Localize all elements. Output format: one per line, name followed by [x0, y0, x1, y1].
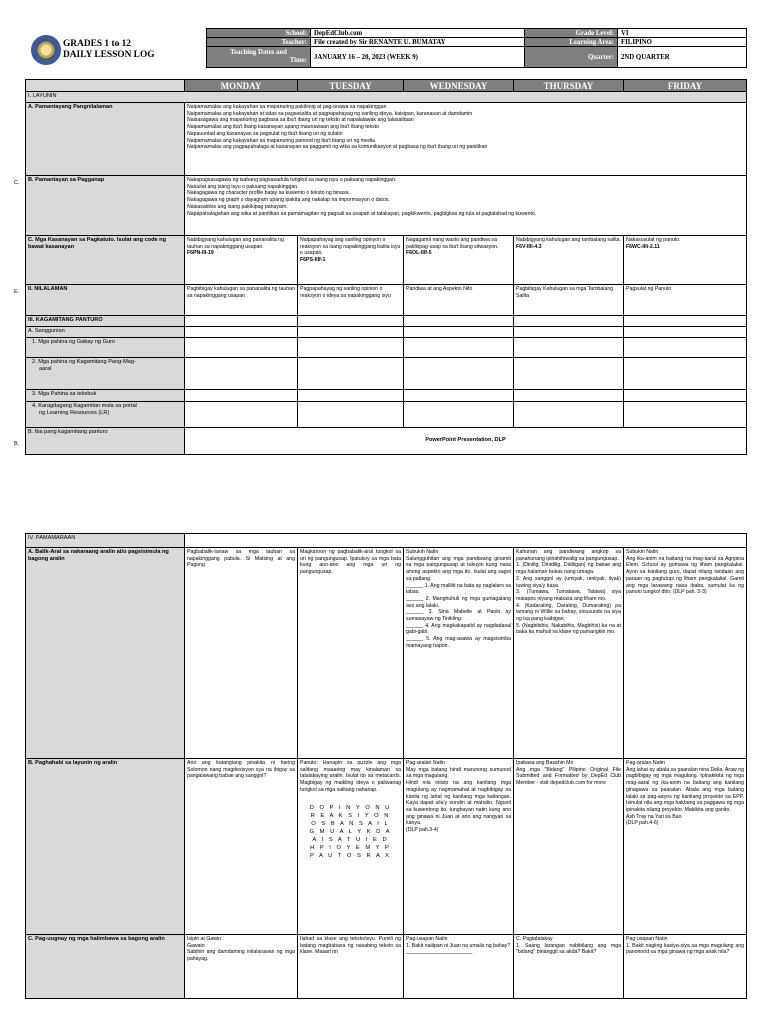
row-label-nilalaman: II. NILALAMAN — [26, 285, 185, 316]
nilalaman-tuesday: Pagpapahayag ng sariling opinion o reaksyon o ideya sa napakinggang isyu — [298, 285, 404, 316]
empty-cell — [404, 402, 514, 428]
row-label-kasanayan-sa-pagkatuto: C. Mga Kasanayan sa Pagkatuto. Isulat ang code ng bawat kasanayan — [26, 236, 185, 285]
empty-cell — [624, 316, 747, 327]
empty-cell — [514, 316, 624, 327]
page-title — [63, 39, 155, 61]
paghahabi-tuesday — [298, 759, 404, 935]
kasanayan-wednesday — [404, 236, 514, 285]
quarter-value: 2ND QUARTER — [618, 47, 747, 68]
empty-cell — [514, 327, 624, 338]
empty-cell — [185, 338, 298, 358]
balik-aral-thursday: Kahunan ang pandiwang angkop sa panahunang ipinahihiwatig sa pangungusap. 1. (Dinilig, Dinidilig, Didiligan) ng babae ang mga halaman bukas nang umaga. 2. Ang sanggol ay (umiyak, umiiyak, iiyak) tuwing siya'y basa. 3. (Tumawa, Tumatawa, Tatawa) siya matapos niyang mabasa ang liham mo. 4. (Kadarating, Darating, Dumarating) pa lamang ni Willie sa bahay, sinusundo na siya ng isa pang kaibigan. 5. (Nagbibihis, Nakabihis, Magbihis) ka na at baka ka mahuli sa klase ng pamangkin mo. — [514, 548, 624, 759]
empty-cell — [298, 358, 404, 390]
nilalaman-friday: Pagsulat ng Panuto — [624, 285, 747, 316]
content-line: Nakagagawa ng graph o dayagram upang ipakita ang nakalap na impormasyon o datos. — [187, 197, 390, 204]
nilalaman-monday: Pagbibigay kahulugan sa pananalita ng tauhan sa napakinggang usapan — [185, 285, 298, 316]
empty-cell — [514, 402, 624, 428]
label-line: 4. Karagdagang Kagamitan mula sa portal — [32, 403, 137, 409]
puzzle-row: D O P I N Y O N U — [309, 804, 392, 811]
row-label-kagamitang-pang-mag-aaral — [26, 358, 185, 390]
puzzle-row: O S B A N S A I L — [311, 820, 390, 827]
content-line: Napapahalagahan ang wika at panitikan sa pamamagitan ng pagsali sa usapan at talakayan, pagkikwento, pagbigkas ng tula at paglalahad ng kuwento. — [187, 210, 537, 217]
pag-uugnay-monday: Isipin at Gawin Gawain Sabihin ang damdaming inilalarawan ng mga pahayag. — [185, 935, 298, 999]
row-label-kagamitang-panturo: III. KAGAMITANG PANTURO — [26, 316, 185, 327]
content-line: Naipamamalas ang iba't ibang kasanayan upang maunawaan ang iba't ibang teksto — [187, 124, 380, 131]
school-value: DepEdClub.com — [311, 29, 525, 38]
nilalaman-thursday: Pagbibigay Kahulugan sa mga Tambalang Salita — [514, 285, 624, 316]
day-header-thursday: THURSDAY — [514, 80, 624, 92]
balik-aral-monday: Pagbabalik-tanaw sa mga tauhan sa napakinggang pabula. Si Matsing at ang Pagong — [185, 548, 298, 759]
iba-pang-kagamitan-value: PowerPoint Presentation, DLP — [185, 428, 747, 455]
kasanayan-monday — [185, 236, 298, 285]
kasanayan-friday — [624, 236, 747, 285]
label-line: aaral — [39, 366, 52, 373]
row-label-gabay-ng-guro: 1. Mga pahina ng Gabay ng Guro — [26, 338, 185, 358]
row-label-balik-aral: A. Balik-Aral sa nakaraang aralin at/o pagsisimula ng bagong aralin — [26, 548, 185, 759]
row-label-paghahabi: B. Paghahabi sa layunin ng aralin — [26, 759, 185, 935]
empty-cell — [514, 358, 624, 390]
dll-table-pamamaraan — [25, 533, 747, 999]
content-line: Naisasakilos ang isang pakikipag panayam. — [187, 203, 288, 210]
teaching-dates-label-line1: Teaching Dates and — [230, 49, 287, 56]
kasanayan-text: Nabibigyang kahulugan ang pananalita ng tauhan sa napakinggang usapan. — [187, 237, 284, 250]
paghahabi-friday: Pag-aralan Natin Ang lahat ay abala sa paaralan nina Delia. Araw ng pagbibigay ng mga magulang. Ipinakikita ng mga mag-aaral ng ika-anim na baitang ang kanilang ginagawa sa paaralan. Abala ang mga batang lalaki sa pag-aayos ng kanilang proyekto sa EPP. Isinulat nila ang mga hakbang sa paggawa ng mga ipinakita nilang proyekto. Makikita ang ganito. Ash Tray na Yari sa Bao (DLP pah.4-6) — [624, 759, 747, 935]
teacher-value: File created by Sir RENANTE U. BUMATAY — [311, 38, 525, 47]
row-label-pamantayan-sa-pagganap: B. Pamantayan sa Pagganap — [26, 176, 185, 236]
content-line: Naipamamalas ang kakayahan sa mapanuring pakikinig at pag-unawa sa napakinggan — [187, 104, 387, 110]
paghahabi-monday: Ano ang katangiang pinakita ni haring Solomon nang magdesisyon sya na ibigay sa pangalawang babae ang sanggol? — [185, 759, 298, 935]
learning-area-label: Learning Area: — [525, 38, 618, 47]
section-layunin: I. LAYUNIN — [26, 92, 747, 103]
empty-cell — [404, 316, 514, 327]
empty-cell — [185, 327, 298, 338]
kasanayan-code: F6OL-IIIf-5 — [406, 250, 432, 257]
kasanayan-code: F6PN-III-19 — [187, 250, 214, 257]
label-line: 2. Mga pahina ng Kagamitang Pang-Mag- — [32, 359, 136, 365]
pamantayan-sa-pagganap-content — [185, 176, 747, 236]
pag-uugnay-thursday: C. Pagtatalakay 1. Saang larangan nabibilang ang mga "bidang" binanggit sa akda? Bakit? — [514, 935, 624, 999]
puzzle-row: H P I O Y E M Y P — [310, 844, 391, 851]
deped-seal-logo — [31, 35, 61, 65]
kasanayan-text: Nagagamit nang wasto ang pandiwa sa pakikipag-usap sa iba't ibang sitwasyon. — [406, 237, 499, 250]
row-label-iba-pang-kagamitan: B. Iba pang kagamitang panturo — [26, 428, 185, 455]
balik-aral-friday: Subukin Natin Ang ika-anim na baitang na mag-aaral sa Agripina Elem. School ay gumawa ng liham pangkalakal. Ayon sa kanilang guro, dapat nilang tandaan ang paraan ng pagtutupi ng liham pangkalakal. Gamit ang mga larawang nasa ibaba, sumulat ka ng panuto tungkol dito. (DLP pah. 2-3) — [624, 548, 747, 759]
day-header-tuesday: TUESDAY — [298, 80, 404, 92]
school-label: School: — [207, 29, 311, 38]
kasanayan-text: Naipapahayag ang sariling opinyon o reaksyon sa isang napakinggang balita isyu o usapan. — [300, 237, 401, 257]
balik-aral-wednesday: Subukin Natin Salungguhitan ang mga pandiwang ginamit sa mga pangungusap at tukuyin kung nasa anong aspekto ang mga ito. Isulat ang sagot sa patlang. ______ 1. Ang maliliit na bata ay naglalaro sa labas. ______ 2. Manghuhuli ng mga gumagalang aso ang lalaki. ______ 3. Sina Mabelle at Paolo ay sumasayaw ng Tinikling. ______ 4. Ang magkakapatid ay nagdadasal gabi-gabi. ______ 5. Ang mag-asawa ay magsisimba mamayang hapon. — [404, 548, 514, 759]
teaching-dates-label-line2: Time: — [289, 57, 307, 64]
empty-cell — [514, 390, 624, 402]
empty-cell — [624, 358, 747, 390]
pag-uugnay-tuesday: Ilahad sa klase ang teksto/isyu. Pumili ng batang magbabasa ng nasabing teksto sa klase. Maaari rin — [298, 935, 404, 999]
day-header-friday: FRIDAY — [624, 80, 747, 92]
empty-cell — [298, 390, 404, 402]
label-line: ng Learning Resources (LR) — [39, 410, 110, 417]
row-label-sanggunian: A. Sanggunian — [26, 327, 185, 338]
day-header-wednesday: WEDNESDAY — [404, 80, 514, 92]
content-line: Naisasagawa ang mapanuring pagbasa sa iba't ibang uri ng teksto at napalalawak ang talasalitaan — [187, 117, 414, 124]
side-letter-c: C. — [14, 180, 20, 186]
row-label-pamantayang-pangnilalaman: A. Pamantayang Pangnilalaman — [26, 103, 185, 176]
balik-aral-tuesday: Magkaroon ng pagbabalik-aral tungkol sa uri ng pangungusap. Ipatukoy sa mga bata kung ano-ano ang mga uri ng pangungusap. — [298, 548, 404, 759]
puzzle-row: P A U T O S R A X — [309, 852, 392, 859]
kasanayan-tuesday — [298, 236, 404, 285]
kasanayan-thursday — [514, 236, 624, 285]
empty-cell — [514, 338, 624, 358]
content-line: Naiuulat ang isang isyu o paksang napakinggan. — [187, 183, 299, 190]
empty-cell — [404, 338, 514, 358]
puzzle-row: R E A K S I Y O N — [310, 812, 391, 819]
paghahabi-tuesday-text: Panuto: Hanapin sa puzzle ang mga salitang maaaring may kinalaman sa tatalakaying aralin. Isulat ito sa metacards. Magbigay ng maikling ideya o paliwanag tungkol sa mga salitang nahanap. — [300, 760, 401, 793]
empty-cell — [185, 390, 298, 402]
title-line-1: GRADES 1 to 12 — [63, 39, 131, 49]
nilalaman-wednesday: Pandiwa at ang Aspekto Nito — [404, 285, 514, 316]
paghahabi-thursday: Ipabasa ang Basahin Mo Ang mga "Bidang" Pilipino Original File Submitted and Formatted by DepEd Club Member - visit depedclub.com for more — [514, 759, 624, 935]
teacher-label: Teacher: — [207, 38, 311, 47]
puzzle-row: A I S A T U I E D — [312, 836, 389, 843]
word-search-puzzle — [300, 804, 401, 860]
dll-table-objectives — [25, 79, 747, 455]
row-label-pag-uugnay: C. Pag-uugnay ng mga halimbawa sa bagong aralin — [26, 935, 185, 999]
empty-cell — [404, 327, 514, 338]
kasanayan-text: Nakasusulat ng panuto. — [626, 237, 681, 243]
pag-uugnay-friday: Pag-usapan Natin 1. Bakit nagiing kasiya-siya sa mga magulang ang panonood sa mga ginawa ng mga anak nila? — [624, 935, 747, 999]
header-fields-table — [206, 28, 747, 68]
empty-cell — [624, 338, 747, 358]
kasanayan-code: F6V-IIIi-4.3 — [516, 243, 542, 250]
grade-level-label: Grade Level: — [525, 29, 618, 38]
side-letter-b: B. — [14, 441, 20, 447]
teaching-dates-value: JANUARY 16 – 20, 2023 (WEEK 9) — [311, 47, 525, 68]
empty-cell — [298, 338, 404, 358]
kasanayan-code: F6PS-IIIf-1 — [300, 257, 326, 264]
learning-area-value: FILIPINO — [618, 38, 747, 47]
side-letter-e: E. — [14, 289, 20, 295]
pag-uugnay-wednesday: Pag-usapan Natin 1. Bakit naiiipan ni Juan na umalis ng bahay? _______________________ — [404, 935, 514, 999]
empty-cell — [185, 534, 747, 548]
empty-cell — [185, 316, 298, 327]
empty-cell — [404, 390, 514, 402]
puzzle-row: G M U A L Y K D A — [309, 828, 392, 835]
empty-cell — [624, 402, 747, 428]
content-line: Naipamamalas ang pagpapahalaga at kasanayan sa paggamit ng wika sa komunikasyon at pagbasa ng iba't ibang uri ng panitikan — [187, 144, 488, 151]
day-header-corner — [26, 80, 185, 92]
empty-cell — [624, 327, 747, 338]
pamantayang-pangnilalaman-content — [185, 103, 747, 176]
empty-cell — [298, 316, 404, 327]
quarter-label: Quarter: — [525, 47, 618, 68]
content-line: Nakagagawa ng character profile batay sa kuwento o teksto ng binasa. — [187, 190, 350, 197]
empty-cell — [298, 402, 404, 428]
content-line: Naipamamalas ang kakayahan at tatas sa pagsasalita at pagpapahayag ng sariling ideya, kaisipan, karanasan at damdamin — [187, 110, 473, 117]
paghahabi-wednesday: Pag-aralan Natin May mga batang hindi marunong sumunod sa mga magulang. Hindi nila iniisip na ang kanilang mga magulang ay nagmamahal at nagbibigay sa kanila ng lahat ng kanilang mga kailangan. Kaya dapat sila'y sundin at mahalin. Ngunit sa kuwentong ito, tunghayan natin kung ano ang ginawa ni Juan at ano ang nangyari sa kanya. (DLP pah.3-4) — [404, 759, 514, 935]
empty-cell — [185, 358, 298, 390]
empty-cell — [624, 390, 747, 402]
content-line: Napauunlad ang kasanayan sa pagsulat ng iba't ibang uri ng sulatin — [187, 130, 343, 137]
kasanayan-text: Nabibigyang kahulugan ang tambalang salita. — [516, 237, 621, 243]
kasanayan-code: F6WC-IIIi-2.11 — [626, 243, 660, 250]
header — [25, 28, 746, 73]
grade-level-value: VI — [618, 29, 747, 38]
empty-cell — [298, 327, 404, 338]
content-line: Naipamamalas ang kakayahan sa mapanuring panood ng iba't ibang uri ng media — [187, 137, 375, 144]
empty-cell — [404, 358, 514, 390]
content-line: Nakapagsasagawa ng isahang pagsasadula tungkol sa isang isyu o paksang napakinggan. — [187, 177, 397, 183]
teaching-dates-label — [207, 47, 311, 68]
day-header-monday: MONDAY — [185, 80, 298, 92]
row-label-learning-resources — [26, 402, 185, 428]
empty-cell — [185, 402, 298, 428]
row-label-teksbuk: 3. Mga Pahina sa teksbuk — [26, 390, 185, 402]
section-pamamaraan: IV. PAMAMARAAN — [26, 534, 185, 548]
title-line-2: DAILY LESSON LOG — [63, 50, 155, 60]
